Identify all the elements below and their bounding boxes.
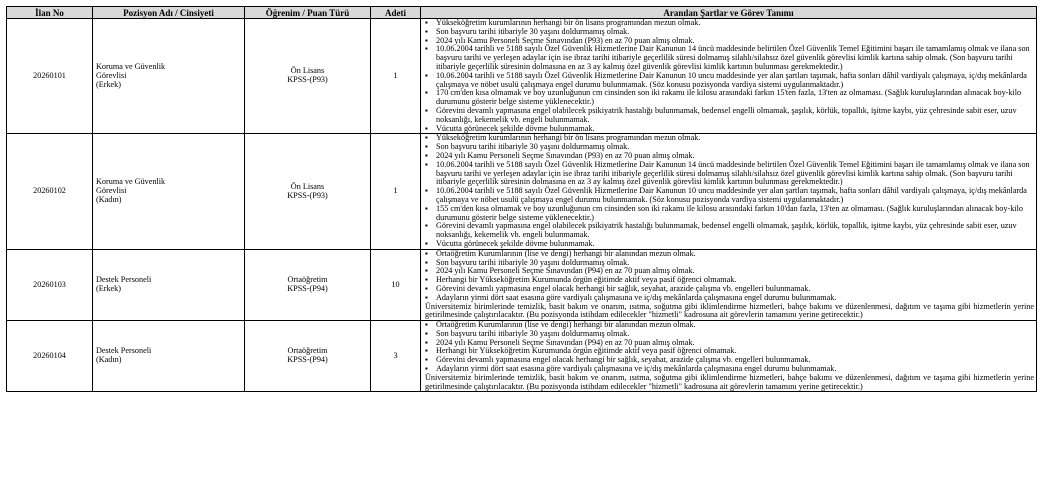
pozisyon-line: Görevlisi bbox=[96, 186, 127, 196]
puan-turu-line: KPSS-(P93) bbox=[287, 190, 328, 200]
ogrenim-line: Ön Lisans bbox=[290, 66, 325, 76]
header-sartlar: Aranılan Şartlar ve Görev Tanımı bbox=[421, 7, 1037, 19]
table-row bbox=[7, 19, 1037, 134]
ogrenim-cell bbox=[245, 249, 371, 320]
header-ogrenim: Öğrenim / Puan Türü bbox=[245, 7, 371, 19]
ogrenim-cell bbox=[245, 321, 371, 392]
puan-turu-line: KPSS-(P93) bbox=[287, 75, 328, 85]
adet-cell: 10 bbox=[371, 249, 421, 320]
condition-item: ▪ 10.06.2004 tarihli ve 5188 sayılı Özel Güvenlik Hizmetlerine Dair Kanunun 14 üncü maddesinde belirtilen Özel Güvenlik Temel Eğitimini başarı ile tamamlamış olmak ve ilana son başvuru tarihi ve yerleşen adaylar için ise ibraz tarihi itibariyle geçerlilik süresi dolmamış silahlı/silahsız özel güvenlik görevlisi kimlik kartına sahip olmak. (Son başvuru tarihi itibariyle geçerlilik süresinin dolmasına en az 3 ay kalmış özel güvenlik görevlisi kimlik kartının bulunması gerekmektedir.) bbox=[425, 161, 1034, 187]
condition-item: ▪ 2024 yılı Kamu Personeli Seçme Sınavından (P94) en az 70 puan almış olmak. bbox=[425, 267, 1034, 276]
header-pozisyon: Pozisyon Adı / Cinsiyeti bbox=[93, 7, 245, 19]
condition-item: ▪ Görevini devamlı yapmasına engel olacak herhangi bir sağlık, seyahat, arazide çalışma vb. engelleri bulunmamak. bbox=[425, 285, 1034, 294]
condition-item: ▪ Son başvuru tarihi itibariyle 30 yaşını doldurmamış olmak. bbox=[425, 143, 1034, 152]
adet-cell: 3 bbox=[371, 321, 421, 392]
sartlar-cell bbox=[421, 321, 1037, 392]
ilan-no-cell: 20260102 bbox=[7, 134, 93, 249]
adet-cell: 1 bbox=[371, 19, 421, 134]
sartlar-cell bbox=[421, 134, 1037, 249]
ogrenim-cell bbox=[245, 19, 371, 134]
pozisyon-line: Destek Personeli bbox=[96, 346, 152, 356]
ilan-no-cell: 20260104 bbox=[7, 321, 93, 392]
adet-cell: 1 bbox=[371, 134, 421, 249]
condition-item: ▪ Yükseköğretim kurumlarının herhangi bir ön lisans programından mezun olmak. bbox=[425, 134, 1034, 143]
conditions-list bbox=[425, 321, 1034, 374]
pozisyon-cell bbox=[93, 249, 245, 320]
condition-item: ▪ Son başvuru tarihi itibariyle 30 yaşını doldurmamış olmak. bbox=[425, 330, 1034, 339]
condition-item: ▪ Ortaöğretim Kurumlarının (lise ve dengi) herhangi bir alanından mezun olmak. bbox=[425, 250, 1034, 259]
condition-item: ▪ Yükseköğretim kurumlarının herhangi bir ön lisans programından mezun olmak. bbox=[425, 19, 1034, 28]
pozisyon-line: (Kadın) bbox=[96, 194, 122, 204]
condition-item: ▪ Herhangi bir Yükseköğretim Kurumunda örgün eğitimde aktif veya pasif öğrenci olmamak. bbox=[425, 347, 1034, 356]
pozisyon-line: Destek Personeli bbox=[96, 275, 152, 285]
condition-item: ▪ 10.06.2004 tarihli ve 5188 sayılı Özel Güvenlik Hizmetlerine Dair Kanunun 10 uncu maddesinde yer alan şartları taşımak, hafta sonları dâhil vardiyalı çalışmaya, iç/dış mekânlarda çalışmaya ve nöbet usulü çalışmaya engel durumu bulunmamak. (Söz konusu pozisyonda vardiya sistemi uygulanmaktadır.) bbox=[425, 187, 1034, 205]
condition-item: ▪ Ortaöğretim Kurumlarının (lise ve dengi) herhangi bir alanından mezun olmak. bbox=[425, 321, 1034, 330]
condition-item: ▪ 2024 yılı Kamu Personeli Seçme Sınavından (P93) en az 70 puan almış olmak. bbox=[425, 37, 1034, 46]
header-adet: Adeti bbox=[371, 7, 421, 19]
puan-turu-line: KPSS-(P94) bbox=[287, 355, 328, 365]
condition-item: ▪ 155 cm'den kısa olmamak ve boy uzunluğunun cm cinsinden son iki rakamı ile kilosu arasındaki farkın 10'dan fazla, 13'ten az olmaması. (Sağlık kuruluşlarından alınacak boy-kilo durumunu gösterir belge sisteme yüklenecektir.) bbox=[425, 205, 1034, 223]
condition-item: ▪ 10.06.2004 tarihli ve 5188 sayılı Özel Güvenlik Hizmetlerine Dair Kanunun 14 üncü maddesinde belirtilen Özel Güvenlik Temel Eğitimini başarı ile tamamlamış olmak ve ilana son başvuru tarihi ve yerleşen adaylar için ise ibraz tarihi itibariyle geçerlilik süresi dolmamış silahlı/silahsız özel güvenlik görevlisi kimlik kartına sahip olmak. (Son başvuru tarihi itibariyle geçerlilik süresinin dolmasına en az 3 ay kalmış özel güvenlik görevlisi kimlik kartının bulunması gerekmektedir.) bbox=[425, 45, 1034, 71]
pozisyon-cell bbox=[93, 321, 245, 392]
condition-item: ▪ Son başvuru tarihi itibariyle 30 yaşını doldurmamış olmak. bbox=[425, 259, 1034, 268]
pozisyon-line: (Kadın) bbox=[96, 355, 122, 365]
gorev-tanimi-note: Üniversitemiz birimlerinde temizlik, basit bakım ve onarım, ısıtma, soğutma gibi iklimlendirme hizmetleri, bahçe bakımı ve düzenlenmesi, dağıtım ve taşıma gibi hizmetlerin yerine getirilmesinde çalıştırılacaktır. (Bu pozisyonda istihdam edilecekler "hizmetli" kadrosuna ait görevlerin tamamını yerine getirecektir.) bbox=[425, 372, 1034, 391]
condition-item: ▪ Adayların yirmi dört saat esasına göre vardiyalı çalışmasına ve iç/dış mekânlarda çalışmasına engel durumu bulunmamak. bbox=[425, 365, 1034, 374]
pozisyon-cell bbox=[93, 134, 245, 249]
ogrenim-line: Ortaöğretim bbox=[287, 275, 328, 285]
pozisyon-cell bbox=[93, 19, 245, 134]
condition-item: ▪ Görevini devamlı yapmasına engel olabilecek psikiyatrik hastalığı bulunmamak, bedensel engelli olmamak, şaşılık, körlük, topallık, işitme kaybı, yüz çehresinde sabit eser, uzuv noksanlığı, kekemelik vb. engeli bulunmamak. bbox=[425, 222, 1034, 240]
condition-item: ▪ 2024 yılı Kamu Personeli Seçme Sınavından (P94) en az 70 puan almış olmak. bbox=[425, 339, 1034, 348]
table-body bbox=[7, 19, 1037, 392]
ogrenim-line: Ön Lisans bbox=[290, 181, 325, 191]
sartlar-cell bbox=[421, 19, 1037, 134]
condition-item: ▪ Son başvuru tarihi itibariyle 30 yaşını doldurmamış olmak. bbox=[425, 28, 1034, 37]
job-listing-table bbox=[6, 6, 1037, 392]
pozisyon-line: Görevlisi bbox=[96, 70, 127, 80]
ilan-no-cell: 20260103 bbox=[7, 249, 93, 320]
pozisyon-line: Koruma ve Güvenlik bbox=[96, 61, 166, 71]
conditions-list bbox=[425, 134, 1034, 248]
ogrenim-line: Ortaöğretim bbox=[287, 346, 328, 356]
ogrenim-cell bbox=[245, 134, 371, 249]
table-row bbox=[7, 321, 1037, 392]
header-ilan-no: İlan No bbox=[7, 7, 93, 19]
header-row bbox=[7, 7, 1037, 19]
conditions-list bbox=[425, 250, 1034, 303]
condition-item: ▪ Adayların yirmi dört saat esasına göre vardiyalı çalışmasına ve iç/dış mekânlarda çalışmasına engel durumu bulunmamak. bbox=[425, 294, 1034, 303]
table-header bbox=[7, 7, 1037, 19]
pozisyon-line: (Erkek) bbox=[96, 79, 122, 89]
condition-item: ▪ Herhangi bir Yükseköğretim Kurumunda örgün eğitimde aktif veya pasif öğrenci olmamak. bbox=[425, 276, 1034, 285]
sartlar-cell bbox=[421, 249, 1037, 320]
pozisyon-line: Koruma ve Güvenlik bbox=[96, 177, 166, 187]
table-row bbox=[7, 249, 1037, 320]
condition-item: ▪ Vücutta görünecek şekilde dövme bulunmamak. bbox=[425, 125, 1034, 134]
conditions-list bbox=[425, 19, 1034, 133]
pozisyon-line: (Erkek) bbox=[96, 283, 122, 293]
condition-item: ▪ Görevini devamlı yapmasına engel olacak herhangi bir sağlık, seyahat, arazide çalışma vb. engelleri bulunmamak. bbox=[425, 356, 1034, 365]
table-row bbox=[7, 134, 1037, 249]
gorev-tanimi-note: Üniversitemiz birimlerinde temizlik, basit bakım ve onarım, ısıtma, soğutma gibi iklimlendirme hizmetleri, bahçe bakımı ve düzenlenmesi, dağıtım ve taşıma gibi hizmetlerin yerine getirilmesinde çalıştırılacaktır. (Bu pozisyonda istihdam edilecekler "hizmetli" kadrosuna ait görevlerin tamamını yerine getirecektir.) bbox=[425, 301, 1034, 320]
condition-item: ▪ Görevini devamlı yapmasına engel olabilecek psikiyatrik hastalığı bulunmamak, bedensel engelli olmamak, şaşılık, körlük, topallık, işitme kaybı, yüz çehresinde sabit eser, uzuv noksanlığı, kekemelik vb. engeli bulunmamak. bbox=[425, 107, 1034, 125]
puan-turu-line: KPSS-(P94) bbox=[287, 283, 328, 293]
ilan-no-cell: 20260101 bbox=[7, 19, 93, 134]
condition-item: ▪ 170 cm'den kısa olmamak ve boy uzunluğunun cm cinsinden son iki rakamı ile kilosu arasındaki farkın 15'ten fazla, 13'ten az olmaması. (Sağlık kuruluşlarından alınacak boy-kilo durumunu gösterir belge sisteme yüklenecektir.) bbox=[425, 89, 1034, 107]
condition-item: ▪ 10.06.2004 tarihli ve 5188 sayılı Özel Güvenlik Hizmetlerine Dair Kanunun 10 uncu maddesinde yer alan şartları taşımak, hafta sonları dâhil vardiyalı çalışmaya, iç/dış mekânlarda çalışmaya ve nöbet usulü çalışmaya engel durumu bulunmamak. (Söz konusu pozisyonda vardiya sistemi uygulanmaktadır.) bbox=[425, 72, 1034, 90]
condition-item: ▪ Vücutta görünecek şekilde dövme bulunmamak. bbox=[425, 240, 1034, 249]
condition-item: ▪ 2024 yılı Kamu Personeli Seçme Sınavından (P93) en az 70 puan almış olmak. bbox=[425, 152, 1034, 161]
